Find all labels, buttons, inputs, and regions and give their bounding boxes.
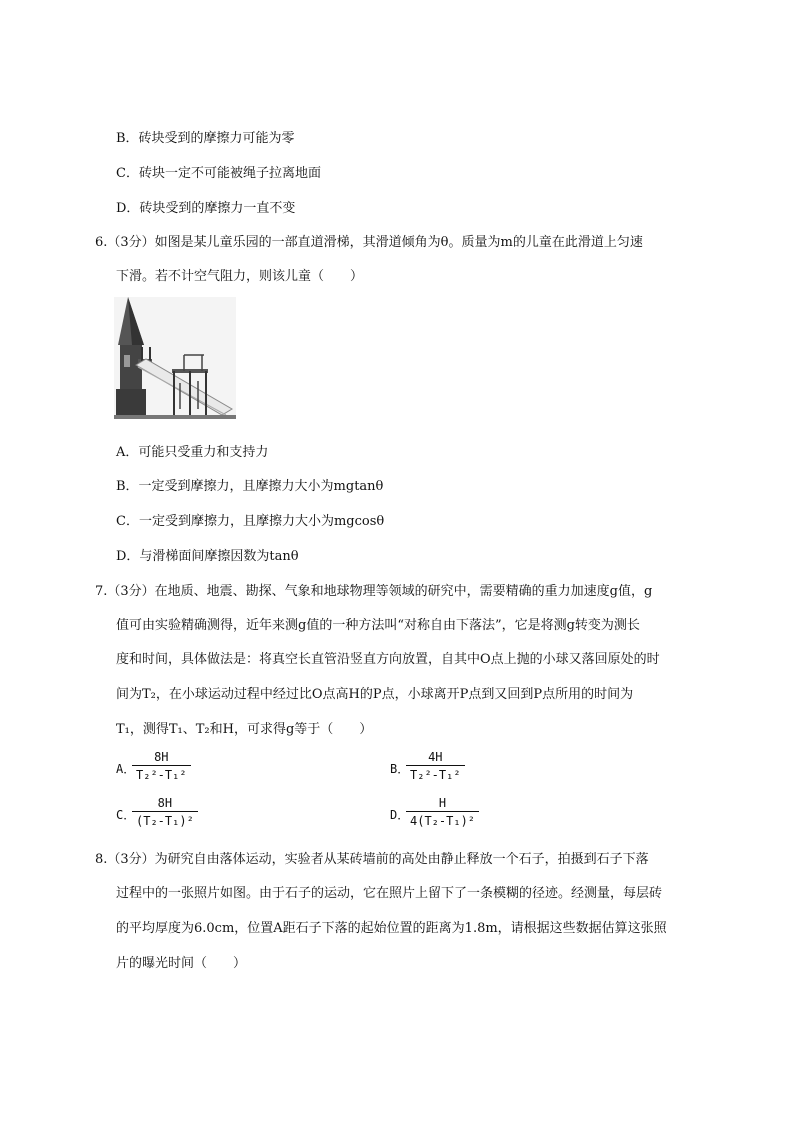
- q5-option-d: D．砖块受到的摩擦力一直不变: [116, 201, 296, 216]
- q8-stem-line4: 片的曝光时间（ ）: [116, 956, 247, 971]
- q6-stem-line2: 下滑。若不计空气阻力，则该儿童（ ）: [116, 269, 364, 284]
- q7-stem-line1: 7.（3分）在地质、地震、勘探、气象和地球物理等领域的研究中，需要精确的重力加速度g值，g: [95, 584, 653, 599]
- q7-option-a-denominator: T₂²-T₁²: [132, 765, 191, 784]
- q8-stem-line3: 的平均厚度为6.0cm，位置A距石子下落的起始位置的距离为1.8m，请根据这些数据估算这张照: [116, 921, 667, 936]
- q7-option-c-denominator: (T₂-T₁)²: [132, 811, 198, 830]
- q7-option-c-fraction: [132, 795, 198, 830]
- q7-stem-line4: 间为T₂，在小球运动过程中经过比O点高H的P点，小球离开P点到又回到P点所用的时间为: [116, 687, 634, 702]
- q6-stem-line1: 6.（3分）如图是某儿童乐园的一部直道滑梯，其滑道倾角为θ。质量为m的儿童在此滑道上匀速: [95, 235, 643, 250]
- q7-option-b-numerator: 4H: [428, 750, 443, 764]
- q7-option-d-denominator: 4(T₂-T₁)²: [406, 811, 479, 830]
- q5-option-c: C．砖块一定不可能被绳子拉离地面: [116, 166, 321, 181]
- q6-option-c: C．一定受到摩擦力，且摩擦力大小为mgcosθ: [116, 514, 385, 529]
- q7-option-b-fraction: [406, 749, 465, 784]
- q7-option-d-label: D．: [390, 808, 410, 822]
- q6-option-a: A．可能只受重力和支持力: [116, 445, 269, 460]
- q7-stem-line2: 值可由实验精确测得，近年来测g值的一种方法叫“对称自由下落法”，它是将测g转变为测长: [116, 618, 640, 633]
- q7-option-d-numerator: H: [438, 796, 447, 810]
- q5-option-b: B．砖块受到的摩擦力可能为零: [116, 131, 295, 146]
- q6-option-b: B．一定受到摩擦力，且摩擦力大小为mgtanθ: [116, 479, 384, 494]
- q7-stem-line5: T₁，测得T₁、T₂和H，可求得g等于（ ）: [116, 722, 373, 737]
- q7-option-c-numerator: 8H: [157, 796, 173, 810]
- q7-option-a-fraction: [132, 749, 191, 784]
- q7-stem-line3: 度和时间，具体做法是：将真空长直管沿竖直方向放置，自其中O点上抛的小球又落回原处的时: [116, 652, 660, 667]
- q7-option-b-label: B．: [390, 762, 410, 776]
- q7-option-c-label: C．: [116, 808, 136, 822]
- q6-option-d: D．与滑梯面间摩擦因数为tanθ: [116, 549, 299, 564]
- q8-stem-line2: 过程中的一张照片如图。由于石子的运动，它在照片上留下了一条模糊的径迹。经测量，每层砖: [116, 886, 663, 901]
- q7-option-a-numerator: 8H: [154, 750, 169, 764]
- q7-option-b-denominator: T₂²-T₁²: [406, 765, 465, 784]
- q8-stem-line1: 8.（3分）为研究自由落体运动，实验者从某砖墙前的高处由静止释放一个石子，拍摄到石子下落: [95, 852, 649, 867]
- q7-option-a-label: A．: [116, 762, 136, 776]
- slide-illustration: [114, 297, 236, 419]
- q7-option-d-fraction: [406, 795, 479, 830]
